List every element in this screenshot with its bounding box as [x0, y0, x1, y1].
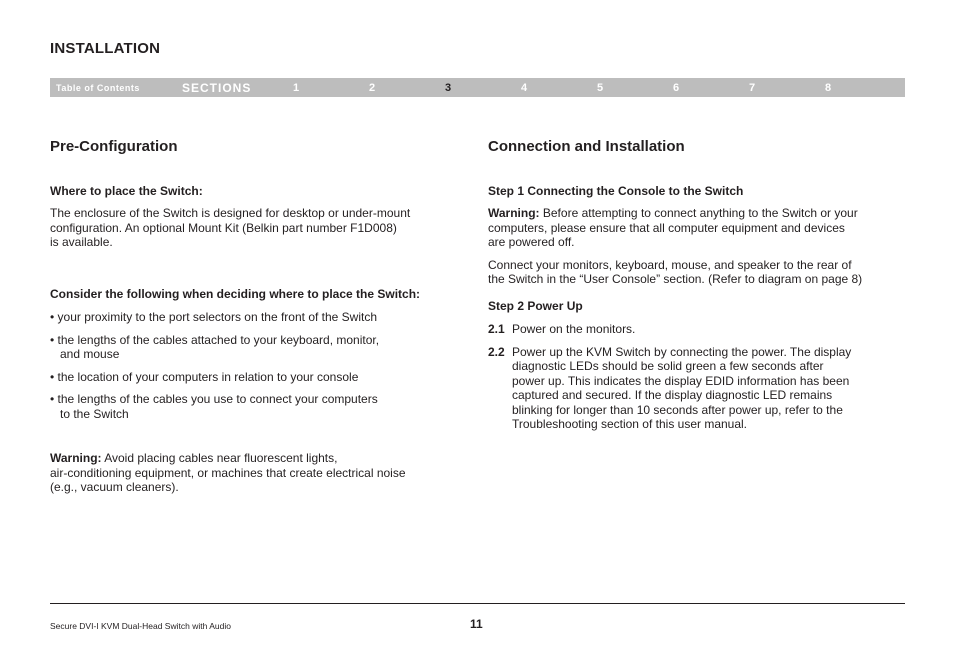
nav-sections-label: SECTIONS	[182, 81, 252, 95]
bullet-item: • the lengths of the cables attached to your keyboard, monitor, and mouse	[50, 332, 380, 361]
nav-section-4[interactable]: 4	[520, 82, 528, 94]
nav-section-6[interactable]: 6	[672, 82, 680, 94]
step-2-1-item: 2.1 Power on the monitors.	[488, 322, 636, 336]
step-1-subheading: Step 1 Connecting the Console to the Switch	[488, 183, 744, 198]
nav-section-8[interactable]: 8	[824, 82, 832, 94]
nav-section-5[interactable]: 5	[596, 82, 604, 94]
page-title: INSTALLATION	[50, 40, 161, 57]
left-warning-paragraph: Warning: Avoid placing cables near fluorescent lights, air-conditioning equipment, or machines that create electrical noise (e.g., vacuum cleaners).	[50, 451, 406, 494]
connection-installation-heading: Connection and Installation	[488, 138, 685, 155]
warning-label: Warning:	[488, 206, 540, 220]
step-2-subheading: Step 2 Power Up	[488, 298, 583, 313]
footer-product-name: Secure DVI-I KVM Dual-Head Switch with Audio	[50, 621, 231, 631]
consider-subheading: Consider the following when deciding where to place the Switch:	[50, 286, 421, 301]
nav-section-1[interactable]: 1	[292, 82, 300, 94]
pre-configuration-heading: Pre-Configuration	[50, 138, 178, 155]
warning-label: Warning:	[50, 451, 102, 465]
footer-divider	[50, 603, 905, 604]
right-column	[488, 140, 908, 432]
page-number: 11	[470, 617, 483, 631]
left-column	[50, 140, 470, 495]
nav-table-of-contents-link[interactable]: Table of Contents	[56, 83, 140, 93]
right-warning-paragraph: Warning: Before attempting to connect anything to the Switch or your computers, please ensure that all computer equipment and devices are powered off.	[488, 206, 858, 249]
bullet-item: • the lengths of the cables you use to connect your computers to the Switch	[50, 392, 378, 421]
where-paragraph: The enclosure of the Switch is designed for desktop or under-mount configuration. An optional Mount Kit (Belkin part number F1D008) is available.	[50, 206, 411, 249]
bullet-item: • the location of your computers in relation to your console	[50, 369, 359, 384]
bullet-item: • your proximity to the port selectors on the front of the Switch	[50, 310, 378, 324]
step-number: 2.1	[488, 322, 505, 336]
nav-section-2[interactable]: 2	[368, 82, 376, 94]
connect-paragraph: Connect your monitors, keyboard, mouse, and speaker to the rear of the Switch in the “User Console” section. (Refer to diagram on page 8)	[488, 257, 863, 286]
nav-section-7[interactable]: 7	[748, 82, 756, 94]
where-to-place-subheading: Where to place the Switch:	[50, 183, 203, 198]
step-number: 2.2	[488, 344, 505, 359]
nav-section-3-active[interactable]: 3	[444, 82, 452, 94]
section-nav-bar	[50, 78, 905, 97]
step-2-2-item: 2.2 Power up the KVM Switch by connecting the power. The display diagnostic LEDs should be solid green a few seconds after power up. This indicates the display EDID information has been captured and secured. If the display diagnostic LED remains blinking for longer than 10 seconds after power up, refer to the Troubleshooting section of this user manual.	[488, 344, 852, 431]
